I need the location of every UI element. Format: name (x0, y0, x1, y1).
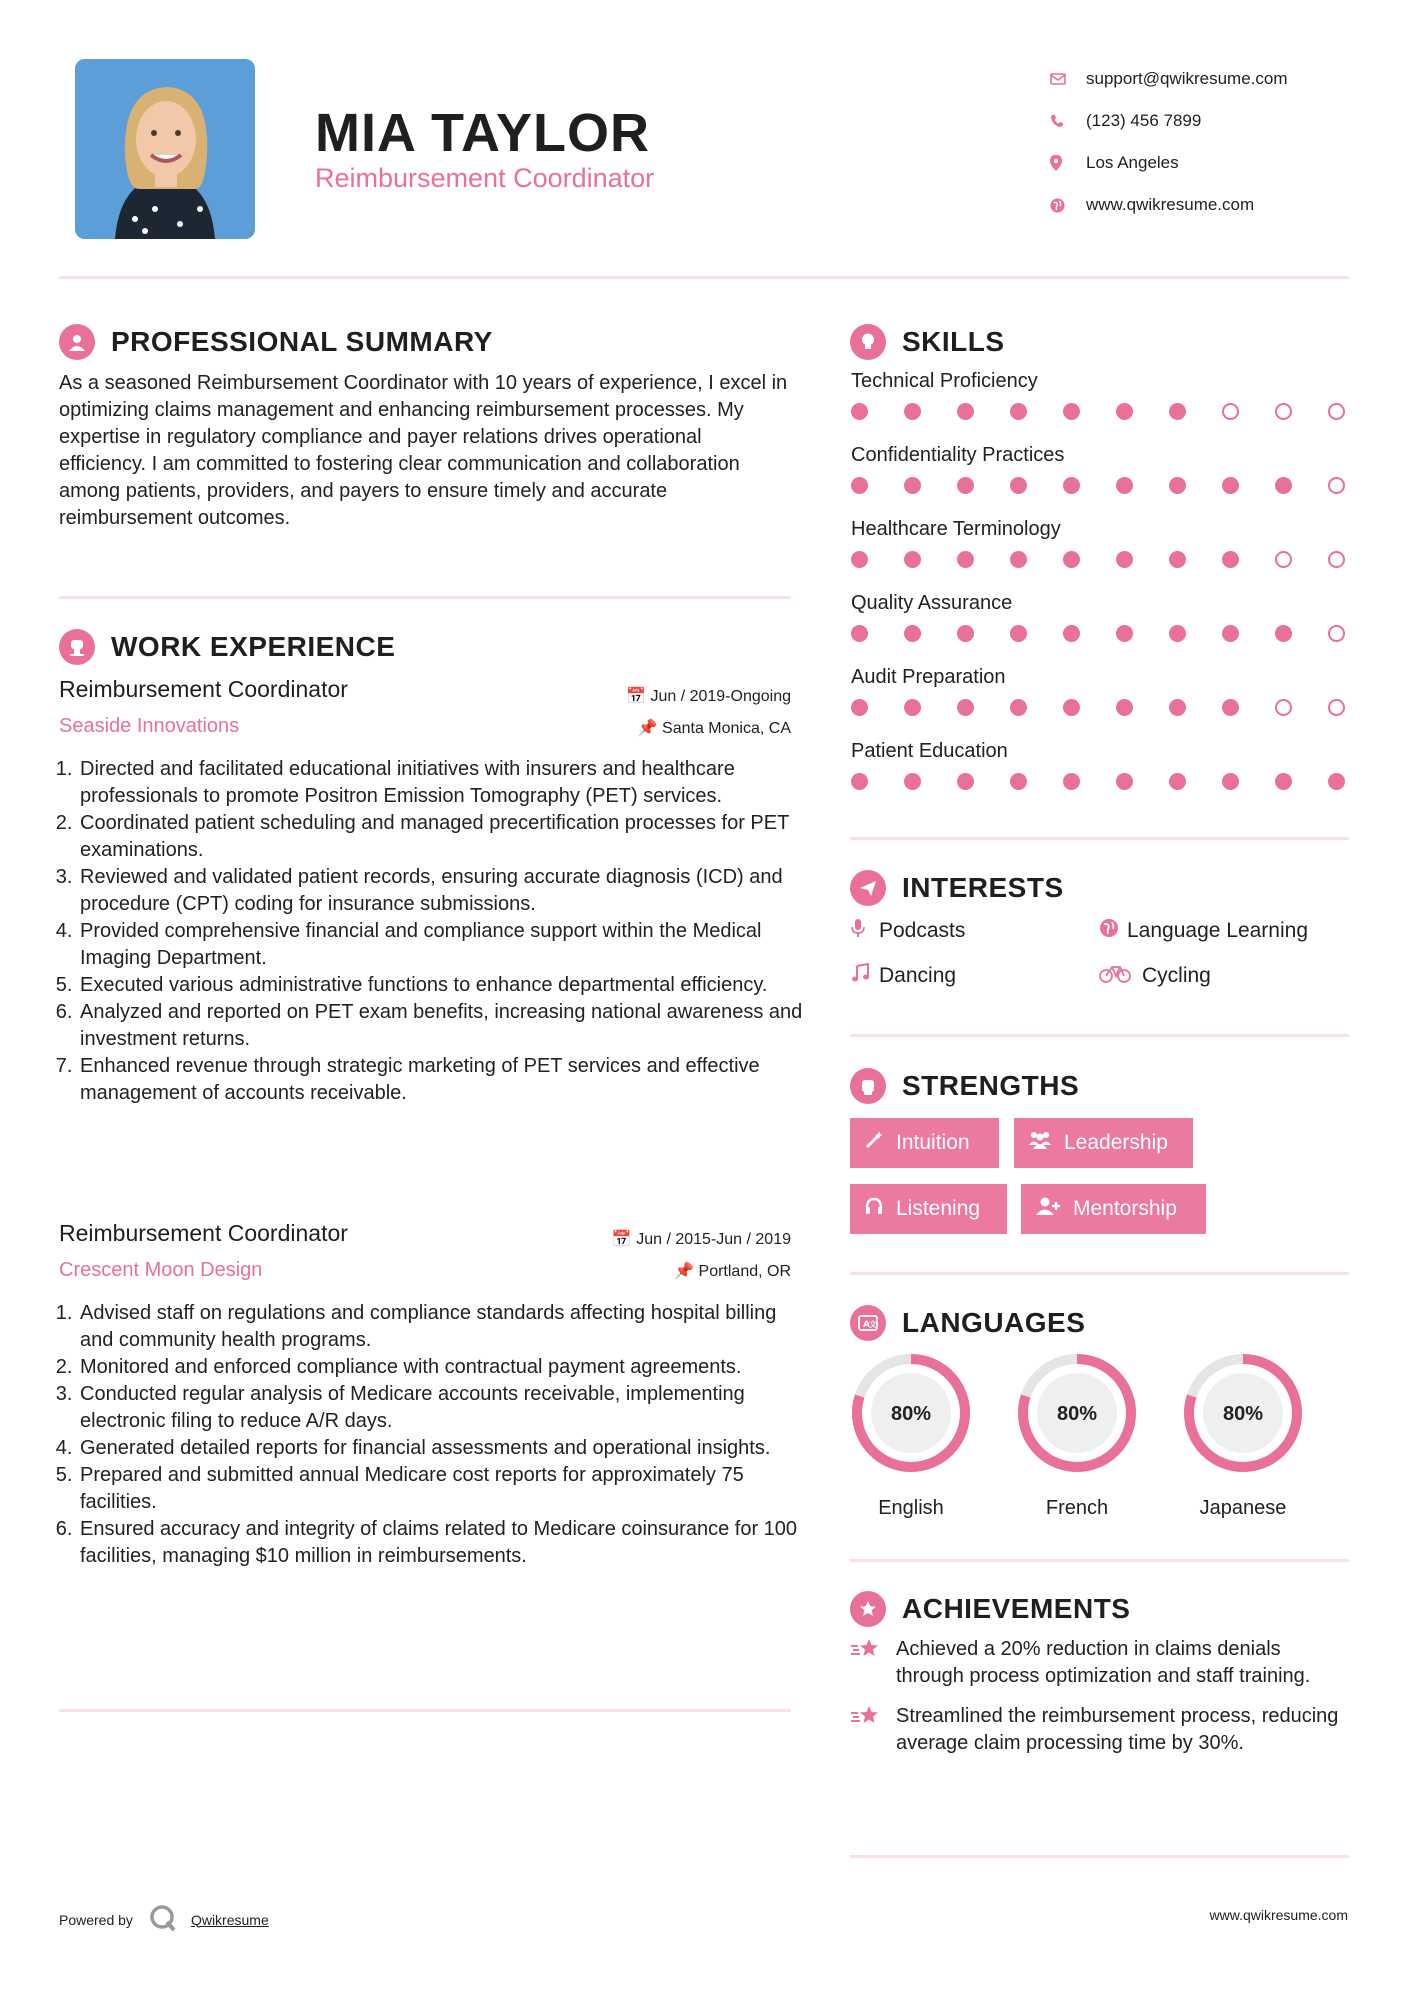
skill-name: Patient Education (851, 740, 1008, 762)
job-title: Reimbursement Coordinator (59, 676, 348, 702)
briefcase-icon (59, 629, 95, 665)
rating-dot-filled (851, 699, 868, 716)
experience-divider (59, 1709, 791, 1712)
interest-item: Podcasts (851, 918, 965, 944)
rating-dot-filled (1063, 699, 1080, 716)
strengths-heading: STRENGTHS (850, 1068, 1079, 1104)
rating-dot-empty (1328, 551, 1345, 568)
rating-dot-filled (1063, 403, 1080, 420)
list-item: 2. Coordinated patient scheduling and managed precertification processes for PET examinations. (78, 810, 813, 864)
rating-dot-filled (1063, 773, 1080, 790)
rating-dot-filled (1275, 477, 1292, 494)
rating-dot-filled (1328, 773, 1345, 790)
rating-dot-empty (1328, 477, 1345, 494)
skills-divider (850, 837, 1349, 840)
rating-dot-filled (1010, 773, 1027, 790)
calendar-icon: 📅 (626, 688, 646, 705)
calendar-icon: 📅 (611, 1231, 632, 1248)
language-name: English (878, 1497, 944, 1519)
strengths-divider (850, 1272, 1349, 1275)
skill-rating (851, 403, 1351, 420)
footer-powered-by: Powered by Qwikresume (59, 1904, 269, 1935)
list-item: 4. Generated detailed reports for financial assessments and operational insights. (78, 1435, 813, 1462)
rating-dot-filled (1116, 773, 1133, 790)
skill-row (851, 518, 1351, 592)
summary-heading: PROFESSIONAL SUMMARY (59, 324, 493, 360)
list-item: 1. Directed and facilitated educational initiatives with insurers and healthcare professionals to promote Positron Emission Tomography (PET) services. (78, 756, 813, 810)
pin-icon: 📌 (674, 1263, 695, 1280)
language-item (1182, 1352, 1304, 1520)
list-item: 4. Provided comprehensive financial and compliance support within the Medical Imaging Department. (78, 918, 813, 972)
rating-dot-empty (1328, 699, 1345, 716)
rating-dot-filled (957, 403, 974, 420)
fist-icon (850, 1068, 886, 1104)
candidate-name: MIA TAYLOR (315, 103, 651, 163)
microphone-icon (851, 918, 879, 944)
rating-dot-filled (851, 403, 868, 420)
skill-name: Healthcare Terminology (851, 518, 1061, 540)
rating-dot-filled (904, 773, 921, 790)
skills-heading: SKILLS (850, 324, 1005, 360)
languages-divider (850, 1559, 1349, 1562)
email-icon (1050, 73, 1086, 85)
rating-dot-filled (851, 625, 868, 642)
rating-dot-filled (1063, 551, 1080, 568)
strength-chip: Intuition (850, 1118, 999, 1168)
add-user-icon (1035, 1196, 1061, 1222)
skill-row (851, 592, 1351, 666)
contact-location: Los Angeles (1050, 142, 1380, 184)
achievement-item: Streamlined the reimbursement process, reducing average claim processing time by 30%. (850, 1703, 1350, 1757)
globe-icon (1099, 918, 1127, 944)
job-dates: 📅 Jun / 2019-Ongoing (626, 688, 791, 705)
rating-dot-filled (904, 551, 921, 568)
rating-dot-filled (1010, 625, 1027, 642)
strength-chip: Leadership (1014, 1118, 1193, 1168)
summary-text: As a seasoned Reimbursement Coordinator with 10 years of experience, I excel in optimizing claims management and enhancing reimbursement processes. My expertise in regulatory compliance and payer relations drives operational efficiency. I am committed to fostering clear communication and collaboration among patients, providers, and payers to ensure timely and accurate reimbursement outcomes. (59, 372, 788, 529)
skill-name: Confidentiality Practices (851, 444, 1065, 466)
shooting-star-icon (850, 1703, 896, 1757)
rating-dot-filled (851, 477, 868, 494)
lightbulb-icon (850, 324, 886, 360)
contact-list (1050, 58, 1380, 226)
rating-dot-filled (1063, 477, 1080, 494)
rating-dot-filled (904, 403, 921, 420)
translate-icon (850, 1305, 886, 1341)
skill-row (851, 740, 1351, 814)
rating-dot-filled (1169, 625, 1186, 642)
summary-divider (59, 596, 791, 599)
interests-divider (850, 1034, 1349, 1037)
achievements-heading: ACHIEVEMENTS (850, 1591, 1130, 1627)
rating-dot-filled (1169, 551, 1186, 568)
candidate-role: Reimbursement Coordinator (315, 163, 655, 193)
language-percent: 80% (1222, 1403, 1264, 1425)
star-badge-icon (850, 1591, 886, 1627)
job-duties (58, 1300, 813, 1570)
group-icon (1028, 1130, 1052, 1156)
rating-dot-filled (1116, 403, 1133, 420)
rating-dot-filled (1010, 551, 1027, 568)
rating-dot-filled (957, 477, 974, 494)
language-item (850, 1352, 972, 1520)
shooting-star-icon (850, 1636, 896, 1690)
list-item: 2. Monitored and enforced compliance with contractual payment agreements. (78, 1354, 813, 1381)
phone-icon (1050, 114, 1086, 128)
language-ring (850, 1352, 972, 1474)
rating-dot-filled (1222, 699, 1239, 716)
rating-dot-filled (957, 625, 974, 642)
rating-dot-filled (1169, 699, 1186, 716)
globe-icon (1050, 198, 1086, 213)
rating-dot-filled (1222, 625, 1239, 642)
achievements-list (850, 1636, 1350, 1757)
strength-chip: Listening (850, 1184, 1007, 1234)
rating-dot-filled (1116, 551, 1133, 568)
rating-dot-empty (1275, 551, 1292, 568)
rating-dot-filled (1275, 625, 1292, 642)
rating-dot-filled (1169, 477, 1186, 494)
rating-dot-filled (851, 551, 868, 568)
svg-text:文: 文 (869, 1320, 878, 1329)
rating-dot-filled (904, 625, 921, 642)
user-icon (59, 324, 95, 360)
rating-dot-filled (1275, 773, 1292, 790)
contact-website[interactable]: www.qwikresume.com (1050, 184, 1380, 226)
list-item: 6. Analyzed and reported on PET exam benefits, increasing national awareness and investment returns. (78, 999, 813, 1053)
qwikresume-link[interactable]: Qwikresume (190, 1911, 269, 1928)
rating-dot-filled (904, 699, 921, 716)
contact-email[interactable]: support@qwikresume.com (1050, 58, 1380, 100)
language-item (1016, 1352, 1138, 1520)
profile-photo (75, 59, 255, 239)
rating-dot-filled (1063, 625, 1080, 642)
rating-dot-filled (1116, 477, 1133, 494)
list-item: 3. Reviewed and validated patient records, ensuring accurate diagnosis (ICD) and procedure (CPT) coding for insurance submissions. (78, 864, 813, 918)
rating-dot-filled (1010, 403, 1027, 420)
job-company: Crescent Moon Design (59, 1259, 263, 1281)
interest-item: Language Learning (1099, 918, 1308, 944)
achievement-item: Achieved a 20% reduction in claims denials through process optimization and staff training. (850, 1636, 1350, 1690)
list-item: 1. Advised staff on regulations and compliance standards affecting hospital billing and community health programs. (78, 1300, 813, 1354)
skill-row (851, 666, 1351, 740)
rating-dot-filled (851, 773, 868, 790)
bicycle-icon (1099, 963, 1142, 989)
footer-website[interactable]: www.qwikresume.com (1209, 1907, 1348, 1923)
rating-dot-filled (904, 477, 921, 494)
rating-dot-filled (1116, 625, 1133, 642)
job-duties (58, 756, 813, 1107)
strength-chip: Mentorship (1021, 1184, 1206, 1234)
language-percent: 80% (890, 1403, 932, 1425)
pin-icon: 📌 (637, 720, 658, 737)
job-dates: 📅 Jun / 2015-Jun / 2019 (611, 1231, 791, 1248)
job-company: Seaside Innovations (59, 715, 240, 737)
interest-item: Dancing (851, 963, 956, 989)
skill-rating (851, 477, 1351, 494)
rating-dot-filled (1222, 477, 1239, 494)
skill-rating (851, 625, 1351, 642)
achievements-divider (850, 1855, 1349, 1858)
rating-dot-filled (957, 699, 974, 716)
skill-name: Technical Proficiency (851, 370, 1038, 392)
language-ring (1182, 1352, 1304, 1474)
language-percent: 80% (1056, 1403, 1098, 1425)
music-note-icon (851, 963, 879, 989)
interests-heading: INTERESTS (850, 870, 1064, 906)
rating-dot-filled (1116, 699, 1133, 716)
rating-dot-filled (957, 551, 974, 568)
headphones-icon (864, 1196, 884, 1222)
rating-dot-filled (1169, 403, 1186, 420)
qwikresume-logo-icon (149, 1904, 179, 1935)
experience-heading: WORK EXPERIENCE (59, 629, 395, 665)
language-ring (1016, 1352, 1138, 1474)
rating-dot-filled (1222, 551, 1239, 568)
rating-dot-filled (957, 773, 974, 790)
header-divider (59, 276, 1349, 279)
rating-dot-filled (1169, 773, 1186, 790)
magic-wand-icon (864, 1130, 884, 1156)
rating-dot-empty (1222, 403, 1239, 420)
location-pin-icon (1050, 155, 1086, 171)
rating-dot-filled (1010, 699, 1027, 716)
list-item: 3. Conducted regular analysis of Medicare accounts receivable, implementing electronic filing to reduce A/R days. (78, 1381, 813, 1435)
skill-rating (851, 551, 1351, 568)
skills-list (851, 370, 1351, 814)
list-item: 5. Prepared and submitted annual Medicare cost reports for approximately 75 facilities. (78, 1462, 813, 1516)
rating-dot-empty (1328, 403, 1345, 420)
job-location: 📌 Santa Monica, CA (637, 720, 791, 737)
skill-name: Quality Assurance (851, 592, 1013, 614)
rating-dot-empty (1328, 625, 1345, 642)
rating-dot-filled (1010, 477, 1027, 494)
list-item: 5. Executed various administrative functions to enhance departmental efficiency. (78, 972, 813, 999)
contact-phone[interactable]: (123) 456 7899 (1050, 100, 1380, 142)
language-name: Japanese (1199, 1497, 1287, 1519)
svg-text:A: A (863, 1320, 871, 1330)
skill-row (851, 370, 1351, 444)
interest-item: Cycling (1099, 963, 1211, 989)
rating-dot-empty (1275, 699, 1292, 716)
list-item: 7. Enhanced revenue through strategic marketing of PET services and effective management of accounts receivable. (78, 1053, 813, 1107)
rating-dot-filled (1222, 773, 1239, 790)
job-location: 📌 Portland, OR (674, 1263, 791, 1280)
languages-heading: A 文 LANGUAGES (850, 1305, 1085, 1341)
language-name: French (1045, 1497, 1109, 1519)
paper-plane-icon (850, 870, 886, 906)
skill-name: Audit Preparation (851, 666, 1006, 688)
rating-dot-empty (1275, 403, 1292, 420)
skill-rating (851, 773, 1351, 790)
skill-row (851, 444, 1351, 518)
job-title: Reimbursement Coordinator (59, 1220, 348, 1246)
list-item: 6. Ensured accuracy and integrity of claims related to Medicare coinsurance for 100 facilities, managing $10 million in reimbursements. (78, 1516, 813, 1570)
skill-rating (851, 699, 1351, 716)
